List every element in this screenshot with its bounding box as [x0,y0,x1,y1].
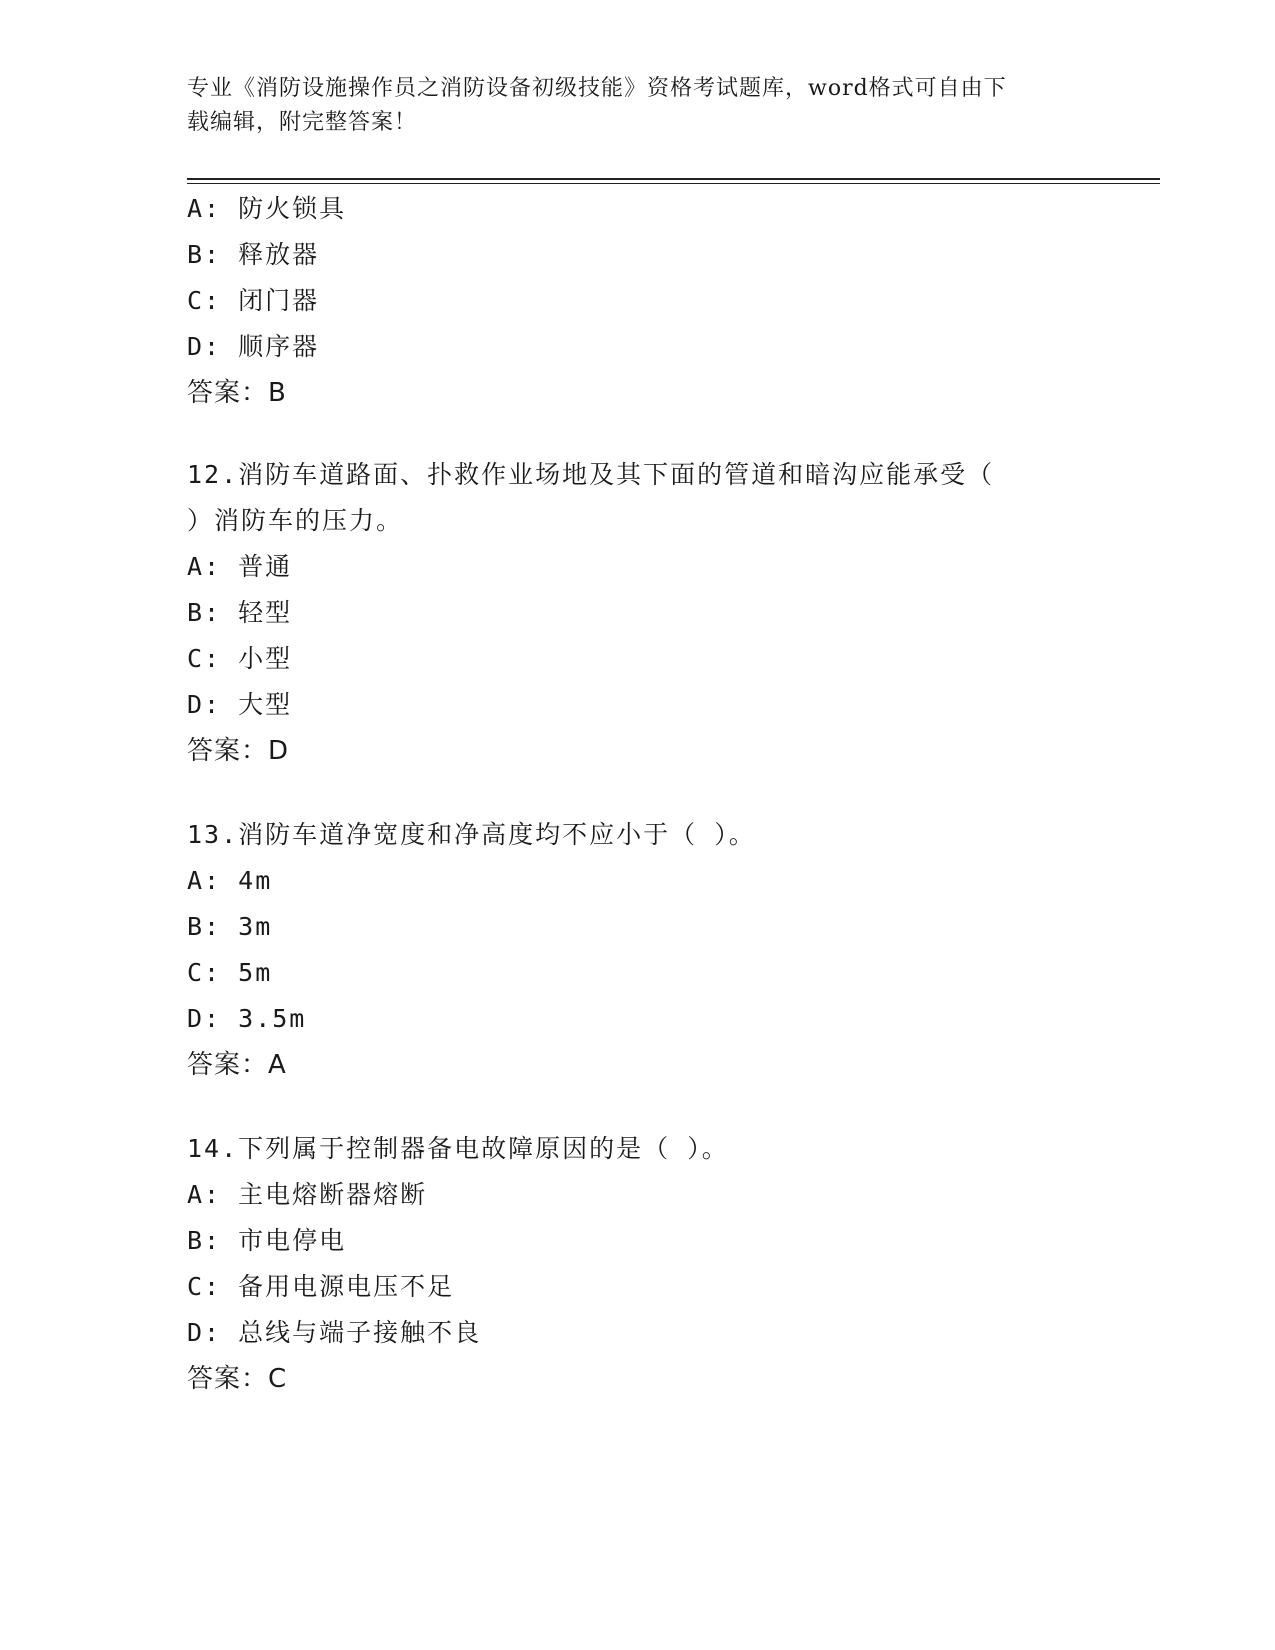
answer-label: 答案：D [187,736,290,766]
question-11 [187,186,1067,416]
header-divider-thin [187,183,1160,184]
question-stem: 14.下列属于控制器备电故障原因的是（ ）。 [187,1134,729,1163]
option-c: C: 备用电源电压不足 [187,1272,455,1301]
question-13 [187,812,1067,1088]
option-b: B: 3m [187,912,273,941]
question-14 [187,1126,1067,1402]
header-divider-thick [187,178,1160,180]
option-a: A: 4m [187,866,273,895]
answer-label: 答案：B [187,378,287,408]
question-stem-line-1: 12.消防车道路面、扑救作业场地及其下面的管道和暗沟应能承受（ [187,460,995,489]
option-b: B: 释放器 [187,240,320,269]
header-line-1: 专业《消防设施操作员之消防设备初级技能》资格考试题库，word格式可自由下 [187,76,1007,101]
question-stem: 13.消防车道净宽度和净高度均不应小于（ ）。 [187,820,756,849]
option-d: D: 大型 [187,690,293,719]
option-b: B: 市电停电 [187,1226,347,1255]
question-stem-line-2: ）消防车的压力。 [187,506,404,535]
option-d: D: 顺序器 [187,332,320,361]
option-d: D: 3.5m [187,1004,307,1033]
answer-label: 答案：C [187,1364,288,1394]
document-header [187,72,1067,140]
option-d: D: 总线与端子接触不良 [187,1318,482,1347]
option-a: A: 防火锁具 [187,194,347,223]
option-c: C: 5m [187,958,273,987]
header-line-2: 载编辑，附完整答案！ [187,110,418,135]
question-12 [187,452,1067,774]
option-a: A: 普通 [187,552,293,581]
option-a: A: 主电熔断器熔断 [187,1180,428,1209]
option-c: C: 小型 [187,644,293,673]
option-b: B: 轻型 [187,598,293,627]
option-c: C: 闭门器 [187,286,320,315]
answer-label: 答案：A [187,1050,287,1080]
